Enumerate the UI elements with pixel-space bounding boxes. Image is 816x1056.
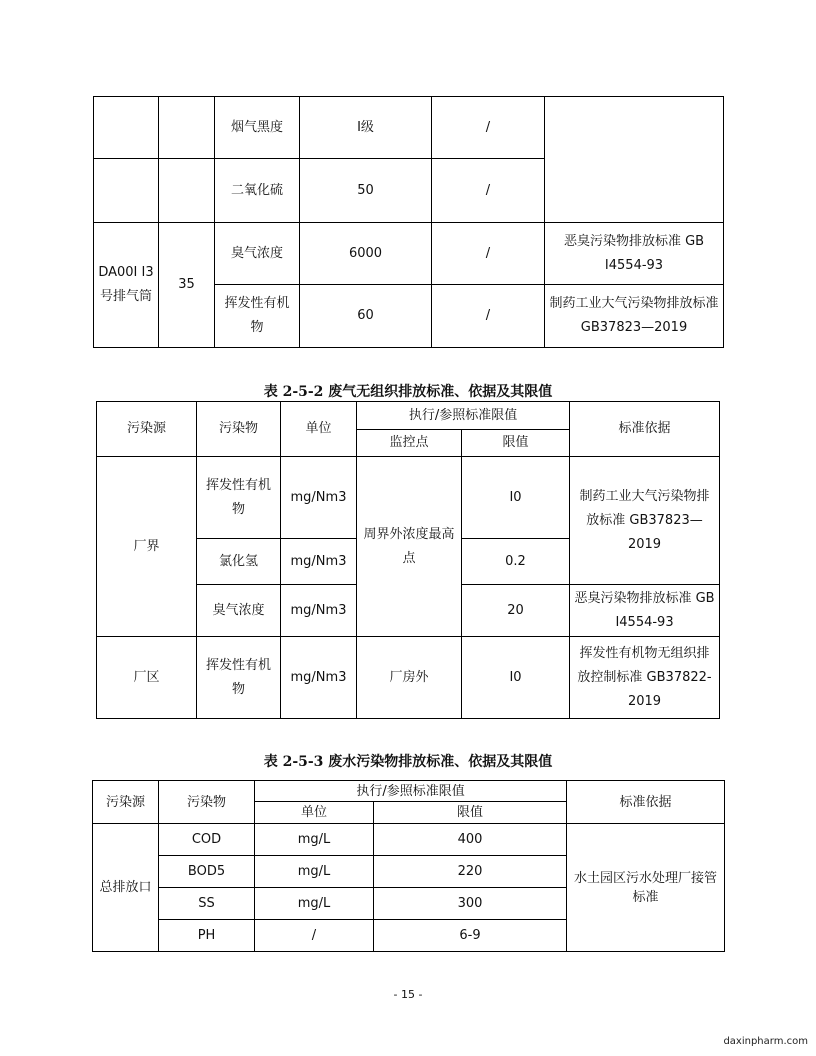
- pollutant-cell: 烟气黑度: [215, 97, 300, 159]
- header-cell: 单位: [281, 402, 357, 457]
- limit-cell: 60: [300, 285, 432, 348]
- pollutant-cell: 挥发性有机物: [197, 457, 281, 539]
- standard-cell: 制药工业大气污染物排放标准 GB37823—2019: [545, 285, 724, 348]
- header-cell: 标准依据: [567, 781, 725, 824]
- table-row: [94, 97, 724, 159]
- standard-cell: [545, 97, 724, 223]
- header-cell: 污染物: [159, 781, 255, 824]
- basis-cell: 挥发性有机物无组织排放控制标准 GB37822-2019: [570, 637, 720, 719]
- standard-cell: 恶臭污染物排放标准 GB I4554-93: [545, 223, 724, 285]
- pollutant-cell: 臭气浓度: [215, 223, 300, 285]
- source-cell: 总排放口: [93, 824, 159, 952]
- pollutant-cell: SS: [159, 888, 255, 920]
- table-row: [93, 824, 725, 856]
- monitor-cell: 周界外浓度最高点: [357, 457, 462, 637]
- basis-cell: 制药工业大气污染物排放标准 GB37823—2019: [570, 457, 720, 585]
- header-cell: 污染物: [197, 402, 281, 457]
- header-cell: 标准依据: [570, 402, 720, 457]
- unit-cell: /: [255, 920, 374, 952]
- table-caption: 表 2-5-3 废水污染物排放标准、依据及其限值: [263, 754, 553, 770]
- limit-cell: 300: [374, 888, 567, 920]
- limit-cell: 6-9: [374, 920, 567, 952]
- header-cell: 单位: [255, 802, 374, 824]
- pollutant-cell: COD: [159, 824, 255, 856]
- pollutant-cell: 臭气浓度: [197, 585, 281, 637]
- watermark: daxinpharm.com: [723, 1036, 808, 1047]
- limit-cell: 0.2: [462, 539, 570, 585]
- table-cell: [94, 159, 159, 223]
- limit-cell: 220: [374, 856, 567, 888]
- header-cell: 限值: [462, 430, 570, 457]
- limit-cell: 20: [462, 585, 570, 637]
- header-cell: 污染源: [97, 402, 197, 457]
- rate-cell: /: [432, 223, 545, 285]
- pollutant-cell: 挥发性有机物: [197, 637, 281, 719]
- limit-cell: 6000: [300, 223, 432, 285]
- table-header-row: [97, 402, 720, 430]
- outlet-cell: DA00I I3 号排气筒: [94, 223, 159, 348]
- header-cell: 执行/参照标准限值: [357, 402, 570, 430]
- exhaust-emission-table-continued: [93, 96, 724, 348]
- wastewater-emission-table: [92, 780, 725, 952]
- unit-cell: mg/L: [255, 824, 374, 856]
- monitor-cell: 厂房外: [357, 637, 462, 719]
- unit-cell: mg/Nm3: [281, 585, 357, 637]
- unit-cell: mg/Nm3: [281, 457, 357, 539]
- header-cell: 污染源: [93, 781, 159, 824]
- unit-cell: mg/L: [255, 856, 374, 888]
- fugitive-emission-table: [96, 401, 720, 719]
- table-header-row: [93, 781, 725, 802]
- source-cell: 厂界: [97, 457, 197, 637]
- rate-cell: /: [432, 159, 545, 223]
- page-number: - 15 -: [393, 988, 423, 1001]
- table-row: [97, 637, 720, 719]
- table-cell: [159, 97, 215, 159]
- source-cell: 厂区: [97, 637, 197, 719]
- limit-cell: 400: [374, 824, 567, 856]
- pollutant-cell: 二氧化硫: [215, 159, 300, 223]
- unit-cell: mg/Nm3: [281, 539, 357, 585]
- pollutant-cell: 挥发性有机物: [215, 285, 300, 348]
- table-row: [94, 223, 724, 285]
- header-cell: 监控点: [357, 430, 462, 457]
- rate-cell: /: [432, 97, 545, 159]
- table-caption: 表 2-5-2 废气无组织排放标准、依据及其限值: [263, 384, 553, 400]
- unit-cell: mg/L: [255, 888, 374, 920]
- limit-cell: Ⅰ级: [300, 97, 432, 159]
- basis-cell: 水土园区污水处理厂接管标准: [567, 824, 725, 952]
- table-cell: [159, 159, 215, 223]
- rate-cell: /: [432, 285, 545, 348]
- limit-cell: 50: [300, 159, 432, 223]
- pollutant-cell: PH: [159, 920, 255, 952]
- table-row: [97, 457, 720, 539]
- header-cell: 限值: [374, 802, 567, 824]
- unit-cell: mg/Nm3: [281, 637, 357, 719]
- pollutant-cell: BOD5: [159, 856, 255, 888]
- limit-cell: I0: [462, 637, 570, 719]
- basis-cell: 恶臭污染物排放标准 GB I4554-93: [570, 585, 720, 637]
- height-cell: 35: [159, 223, 215, 348]
- pollutant-cell: 氯化氢: [197, 539, 281, 585]
- table-cell: [94, 97, 159, 159]
- header-cell: 执行/参照标准限值: [255, 781, 567, 802]
- limit-cell: I0: [462, 457, 570, 539]
